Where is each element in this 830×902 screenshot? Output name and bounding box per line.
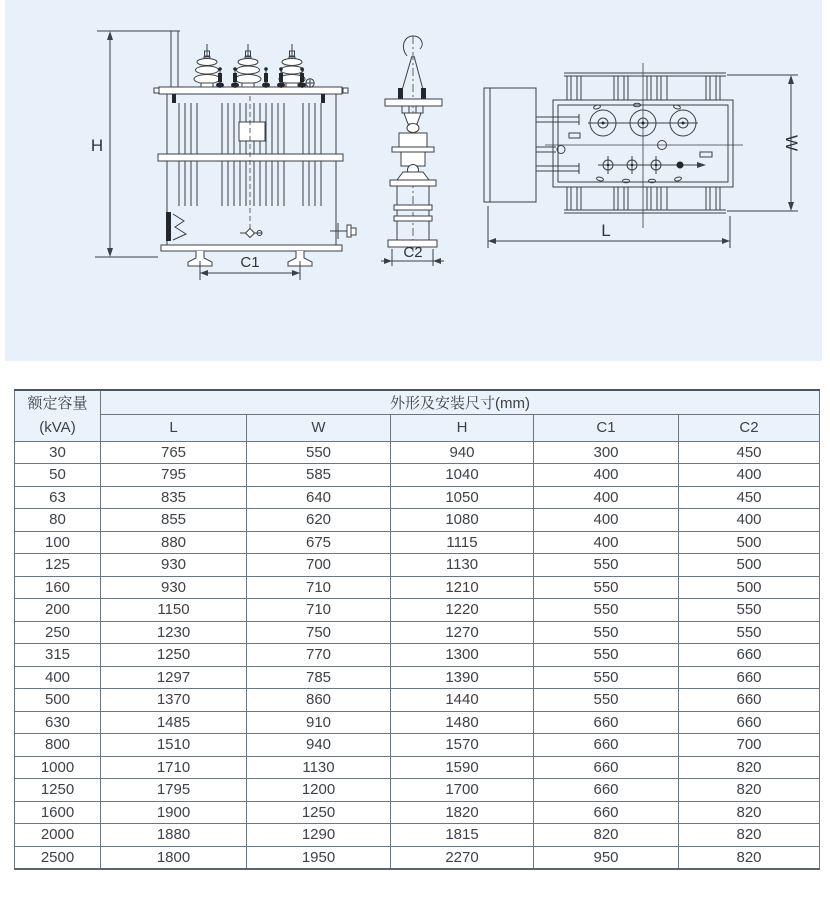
dimension-cell: 710 (247, 599, 391, 622)
dimension-cell: 1570 (391, 734, 534, 757)
dimension-cell: 660 (534, 779, 679, 802)
dimension-cell: 820 (679, 779, 820, 802)
nameplate (239, 122, 265, 141)
capacity-cell: 400 (15, 666, 101, 689)
top-flange (390, 180, 436, 186)
dimension-cell: 400 (534, 531, 679, 554)
dimension-cell: 1250 (101, 644, 247, 667)
dimensions-table (14, 389, 820, 870)
capacity-cell: 100 (15, 531, 101, 554)
capacity-cell: 80 (15, 509, 101, 532)
table-row (15, 824, 820, 847)
dimension-cell: 550 (534, 644, 679, 667)
dimension-cell: 770 (247, 644, 391, 667)
capacity-cell: 1250 (15, 779, 101, 802)
column-header-c2: C2 (679, 414, 820, 441)
dimension-cell: 620 (247, 509, 391, 532)
table-row (15, 644, 820, 667)
capacity-cell: 200 (15, 599, 101, 622)
dimension-cell: 300 (534, 441, 679, 464)
dimension-cell: 675 (247, 531, 391, 554)
dimension-cell: 1800 (101, 846, 247, 869)
dimension-cell: 1040 (391, 464, 534, 487)
dimension-cell: 950 (534, 846, 679, 869)
c2-dim-label: C2 (403, 244, 423, 261)
dimension-cell: 1590 (391, 756, 534, 779)
dimension-cell: 1130 (247, 756, 391, 779)
dimension-cell: 860 (247, 689, 391, 712)
dimension-cell: 1510 (101, 734, 247, 757)
table-row (15, 711, 820, 734)
bushing-pin (398, 88, 403, 99)
width-dim-label: W (782, 134, 801, 152)
bushing-pin (421, 88, 426, 99)
dimension-cell: 1710 (101, 756, 247, 779)
dimension-cell: 1150 (101, 599, 247, 622)
capacity-cell: 315 (15, 644, 101, 667)
rated-capacity-unit: (kVA) (39, 418, 76, 436)
capacity-cell: 50 (15, 464, 101, 487)
table-row (15, 689, 820, 712)
dimensions-group-header: 外形及安装尺寸(mm) (101, 390, 820, 414)
dimension-cell: 1480 (391, 711, 534, 734)
dimension-cell: 1795 (101, 779, 247, 802)
capacity-cell: 160 (15, 576, 101, 599)
dimension-cell: 880 (101, 531, 247, 554)
dimension-cell: 550 (534, 576, 679, 599)
table-row (15, 576, 820, 599)
dimension-cell: 2270 (391, 846, 534, 869)
capacity-cell: 250 (15, 621, 101, 644)
dimension-cell: 500 (679, 531, 820, 554)
dimension-cell: 660 (679, 689, 820, 712)
table-row (15, 756, 820, 779)
dimension-cell: 930 (101, 554, 247, 577)
dimension-cell: 1210 (391, 576, 534, 599)
dimension-cell: 1880 (101, 824, 247, 847)
clamp-band (394, 216, 432, 221)
dimension-cell: 940 (391, 441, 534, 464)
dimension-cell: 660 (534, 801, 679, 824)
dimension-cell: 765 (101, 441, 247, 464)
dimension-cell: 450 (679, 441, 820, 464)
dimension-cell: 1200 (247, 779, 391, 802)
dimension-cell: 930 (101, 576, 247, 599)
table-row (15, 599, 820, 622)
dimension-cell: 550 (534, 666, 679, 689)
table-row (15, 441, 820, 464)
dimension-cell: 450 (679, 486, 820, 509)
capacity-cell: 1600 (15, 801, 101, 824)
dimension-cell: 835 (101, 486, 247, 509)
dimension-cell: 820 (534, 824, 679, 847)
capacity-cell: 2000 (15, 824, 101, 847)
dimension-cell: 1700 (391, 779, 534, 802)
dimension-cell: 1820 (391, 801, 534, 824)
dimension-cell: 550 (247, 441, 391, 464)
column-header-w: W (247, 414, 391, 441)
clamp-band (394, 205, 432, 210)
dimension-cell: 400 (534, 486, 679, 509)
capacity-cell: 2500 (15, 846, 101, 869)
dimension-cell: 400 (534, 509, 679, 532)
dimension-cell: 660 (534, 711, 679, 734)
table-row (15, 531, 820, 554)
dimension-cell: 1080 (391, 509, 534, 532)
dimension-cell: 910 (247, 711, 391, 734)
table-header (15, 390, 820, 441)
dimension-cell: 1900 (101, 801, 247, 824)
table-row (15, 666, 820, 689)
capacity-cell: 63 (15, 486, 101, 509)
dimension-cell: 1230 (101, 621, 247, 644)
dimension-cell: 550 (534, 554, 679, 577)
dimension-cell: 1440 (391, 689, 534, 712)
table-row (15, 846, 820, 869)
dimension-cell: 550 (534, 621, 679, 644)
capacity-cell: 630 (15, 711, 101, 734)
dimension-cell: 550 (534, 599, 679, 622)
base-plate (161, 245, 342, 251)
dimension-cell: 1297 (101, 666, 247, 689)
dimension-cell: 1370 (101, 689, 247, 712)
dimension-cell: 855 (101, 509, 247, 532)
dimension-cell: 550 (679, 599, 820, 622)
dimension-cell: 1115 (391, 531, 534, 554)
dimension-cell: 500 (679, 554, 820, 577)
dimension-cell: 400 (534, 464, 679, 487)
capacity-cell: 800 (15, 734, 101, 757)
dimension-cell: 1300 (391, 644, 534, 667)
dimension-cell: 750 (247, 621, 391, 644)
dimension-cell: 585 (247, 464, 391, 487)
capacity-cell: 500 (15, 689, 101, 712)
c1-dim-label: C1 (240, 254, 260, 271)
column-header-c1: C1 (534, 414, 679, 441)
table-row (15, 509, 820, 532)
dimension-cell: 550 (534, 689, 679, 712)
dimension-cell: 820 (679, 801, 820, 824)
dimension-cell: 795 (101, 464, 247, 487)
table-row (15, 779, 820, 802)
table-row (15, 734, 820, 757)
dimension-cell: 1950 (247, 846, 391, 869)
dimension-cell: 660 (534, 756, 679, 779)
capacity-cell: 1000 (15, 756, 101, 779)
oil-gauge (306, 79, 314, 87)
dimension-cell: 1270 (391, 621, 534, 644)
dimension-cell: 1050 (391, 486, 534, 509)
clamp-band (158, 154, 343, 161)
dimension-cell: 400 (679, 509, 820, 532)
dimension-cell: 1290 (247, 824, 391, 847)
dimension-cell: 700 (679, 734, 820, 757)
dimension-cell: 710 (247, 576, 391, 599)
column-header-l: L (101, 414, 247, 441)
rated-capacity-header (15, 390, 101, 441)
dimension-cell: 1390 (391, 666, 534, 689)
dimension-cell: 400 (679, 464, 820, 487)
table-row (15, 554, 820, 577)
dimension-cell: 820 (679, 846, 820, 869)
table-body (15, 441, 820, 869)
dimension-cell: 1485 (101, 711, 247, 734)
capacity-cell: 125 (15, 554, 101, 577)
dimension-cell: 1220 (391, 599, 534, 622)
table-row (15, 621, 820, 644)
dimension-cell: 1250 (247, 801, 391, 824)
dimension-cell: 940 (247, 734, 391, 757)
height-dim-label: H (90, 136, 104, 155)
table-row (15, 801, 820, 824)
length-dim-label: L (601, 221, 611, 240)
dimension-cell: 660 (679, 644, 820, 667)
transformer-drawings (0, 0, 830, 362)
dimension-cell: 1130 (391, 554, 534, 577)
dimension-cell: 660 (534, 734, 679, 757)
dimension-cell: 550 (679, 621, 820, 644)
dimension-cell: 500 (679, 576, 820, 599)
dimension-cell: 820 (679, 756, 820, 779)
dimension-cell: 640 (247, 486, 391, 509)
tank-lid (385, 99, 442, 106)
dimension-cell: 1815 (391, 824, 534, 847)
table-row (15, 464, 820, 487)
table-row (15, 486, 820, 509)
capacity-cell: 30 (15, 441, 101, 464)
dimension-cell: 660 (679, 711, 820, 734)
dimension-cell: 700 (247, 554, 391, 577)
rated-capacity-title: 额定容量 (27, 394, 88, 412)
column-header-h: H (391, 414, 534, 441)
dimension-cell: 660 (679, 666, 820, 689)
dimension-cell: 785 (247, 666, 391, 689)
dimension-cell: 820 (679, 824, 820, 847)
